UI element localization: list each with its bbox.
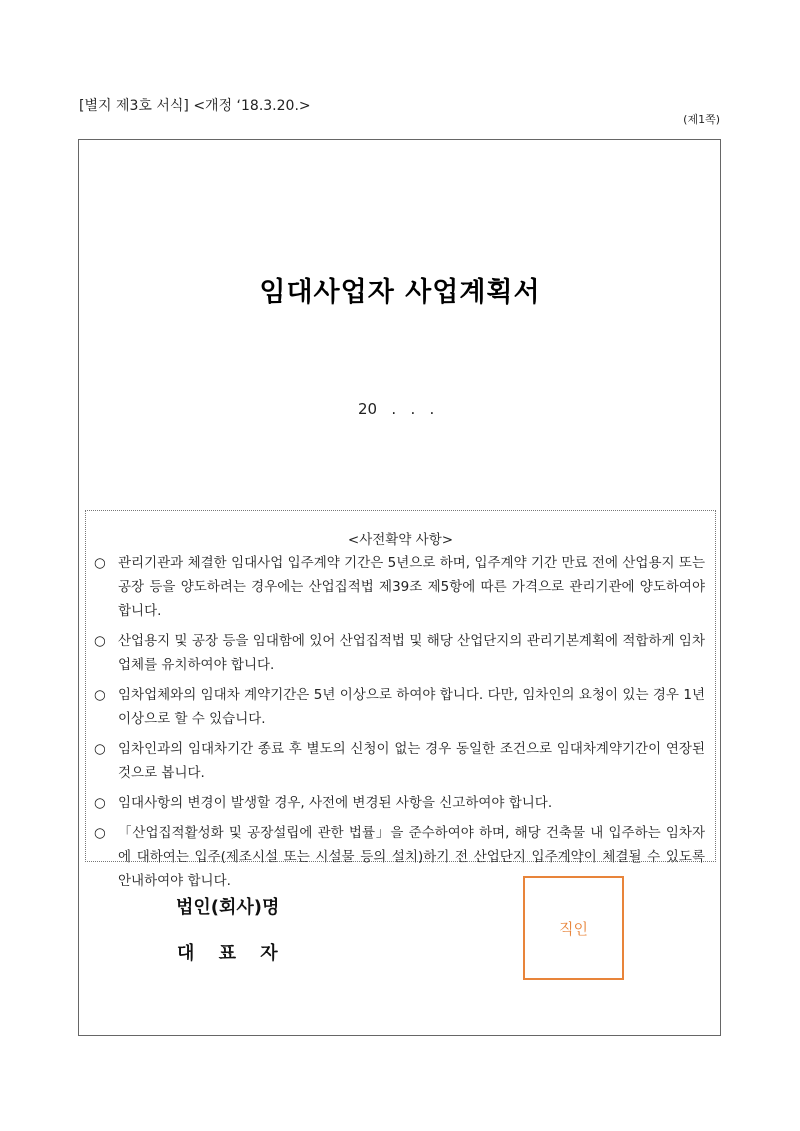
notice-item-text: 관리기관과 체결한 임대사업 입주계약 기간은 5년으로 하며, 입주계약 기간 만료 전에 산업용지 또는 공장 등을 양도하려는 경우에는 산업집적법 제39조 제5항에 따른 가격으로 관리기관에 양도하여야 합니다. [118,555,705,619]
notice-item-text: 산업용지 및 공장 등을 임대함에 있어 산업집적법 및 해당 산업단지의 관리기본계획에 적합하게 임차업체를 유치하여야 합니다. [118,633,705,673]
notice-item [94,683,705,731]
form-label: [별지 제3호 서식] <개정 ‘18.3.20.> [79,98,311,114]
seal-box [523,876,624,980]
bullet-icon: ○ [94,555,106,571]
notice-box [85,510,716,889]
notice-item-text: 「산업집적활성화 및 공장설립에 관한 법률」을 준수하여야 하며, 해당 건축물 내 입주하는 임차자에 대하여는 입주(제조시설 또는 시설물 등의 설치)하기 전 산업단지 입주계약이 체결될 수 있도록 안내하여야 합니다. [118,825,705,889]
date-line: 20 . . . [358,400,435,418]
notice-item [94,551,705,623]
notice-list [94,551,705,899]
bullet-icon: ○ [94,825,106,841]
bullet-icon: ○ [94,687,106,703]
page-number: (제1쪽) [683,113,720,126]
seal-label: 직인 [559,919,588,938]
notice-item [94,791,705,815]
bullet-icon: ○ [94,741,106,757]
notice-item-text: 임대사항의 변경이 발생할 경우, 사전에 변경된 사항을 신고하여야 합니다. [118,795,553,811]
representative-label: 대 표 자 [177,943,287,964]
company-name-label: 법인(회사)명 [176,897,280,918]
notice-item-text: 임차인과의 임대차기간 종료 후 별도의 신청이 없는 경우 동일한 조건으로 임대차계약기간이 연장된 것으로 봅니다. [118,741,705,781]
document-title: 임대사업자 사업계획서 [259,277,541,308]
notice-heading: <사전확약 사항> [347,532,454,548]
notice-item-text: 임차업체와의 임대차 계약기간은 5년 이상으로 하여야 합니다. 다만, 임차인의 요청이 있는 경우 1년 이상으로 할 수 있습니다. [118,687,705,727]
bullet-icon: ○ [94,795,106,811]
bullet-icon: ○ [94,633,106,649]
notice-item [94,629,705,677]
notice-item [94,737,705,785]
